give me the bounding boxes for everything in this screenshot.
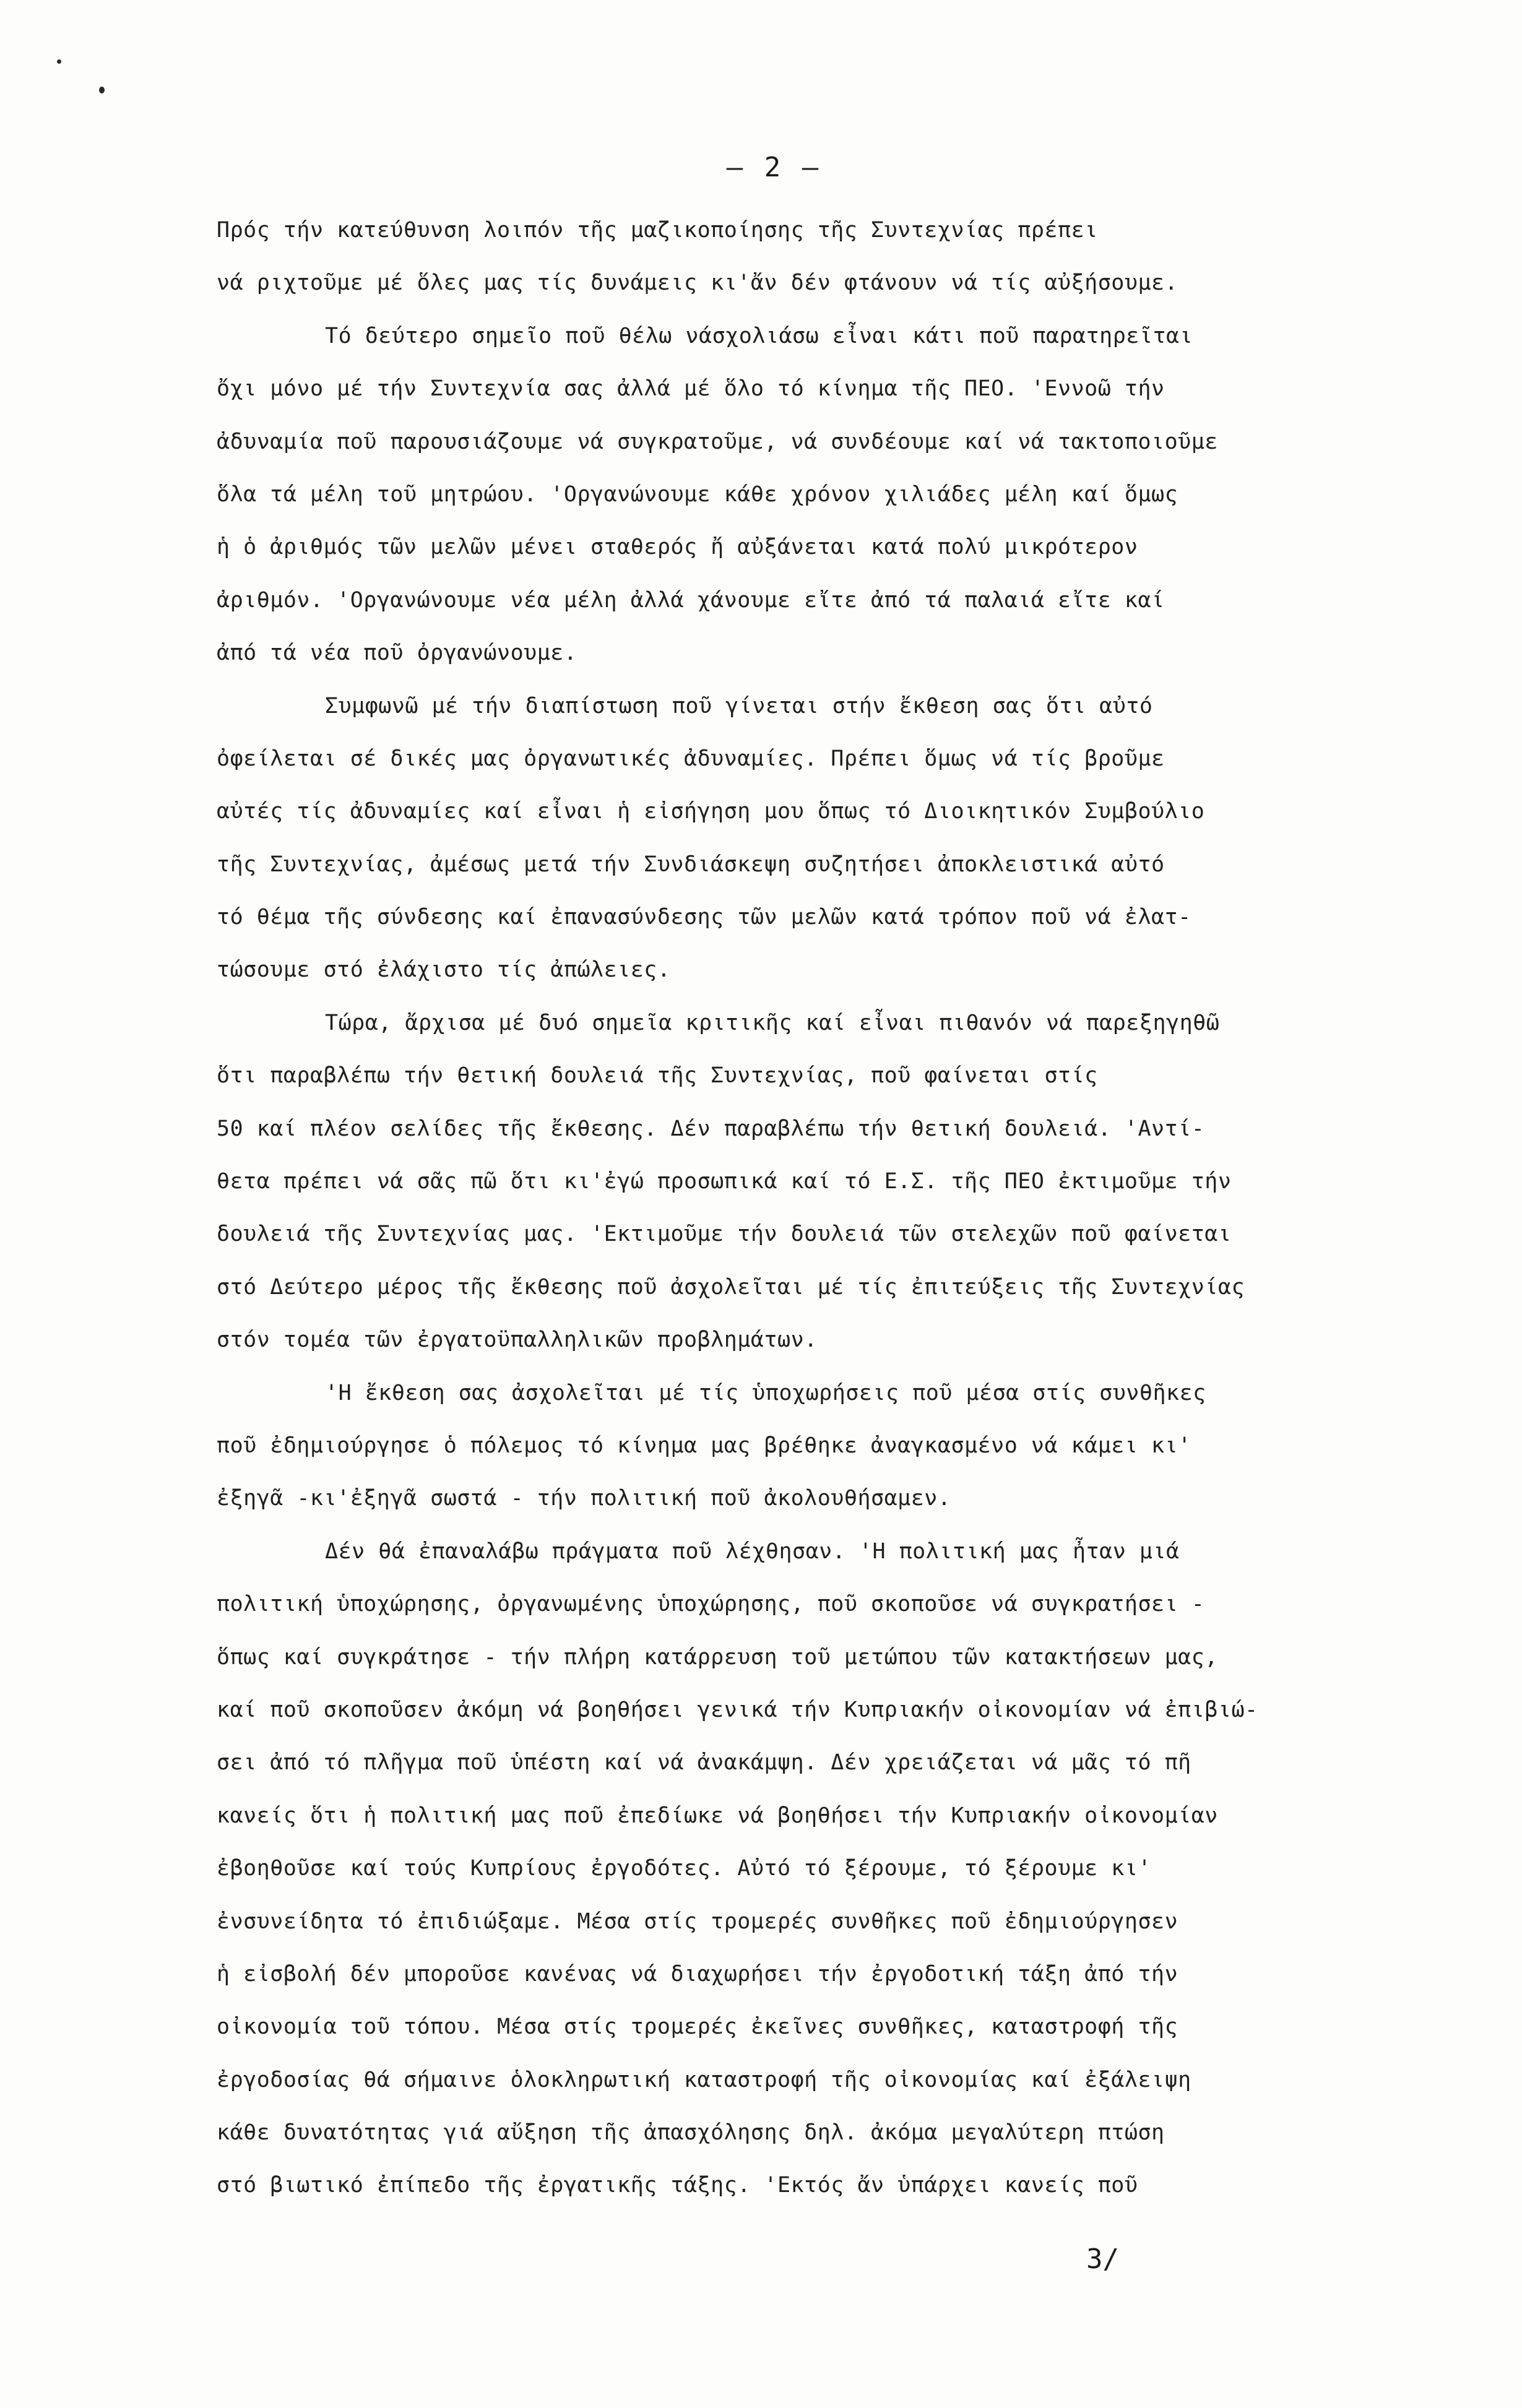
text-line: ἐβοηθοῦσε καί τούς Κυπρίους ἐργοδότες. Αὐτό τό ξέρουμε, τό ξέρουμε κι'	[217, 1856, 1152, 1881]
text-line: ὅτι παραβλέπω τήν θετική δουλειά τῆς Συντεχνίας, ποῦ φαίνεται στίς	[217, 1063, 1098, 1089]
text-line: Δέν θά ἐπαναλάβω πράγματα ποῦ λέχθησαν. 'Η πολιτική μας ἦταν μιά	[325, 1538, 1180, 1564]
text-line: πολιτική ὑποχώρησης, ὀργανωμένης ὑποχώρησης, ποῦ σκοποῦσε νά συγκρατήσει -	[217, 1592, 1205, 1617]
text-line: ἡ εἰσβολή δέν μποροῦσε κανένας νά διαχωρήσει τήν ἐργοδοτική τάξη ἀπό τήν	[217, 1961, 1178, 1987]
text-line: Συμφωνῶ μέ τήν διαπίστωση ποῦ γίνεται στήν ἔκθεση σας ὅτι αὐτό	[325, 693, 1153, 719]
page-number: — 2 —	[726, 152, 821, 183]
text-line: ὅπως καί συγκράτησε - τήν πλήρη κατάρρευση τοῦ μετώπου τῶν κατακτήσεων μας,	[217, 1644, 1218, 1670]
text-line: ἐργοδοσίας θά σήμαινε ὁλοκληρωτική καταστροφή τῆς οἰκονομίας καί ἐξάλειψη	[217, 2067, 1191, 2092]
scan-speck	[57, 59, 61, 64]
text-line: ἐξηγᾶ -κι'ἐξηγᾶ σωστά - τήν πολιτική ποῦ ἀκολουθήσαμεν.	[217, 1486, 951, 1511]
text-line: ἀπό τά νέα ποῦ ὀργανώνουμε.	[217, 641, 577, 666]
text-line: ὀφείλεται σέ δικές μας ὀργανωτικές ἀδυναμίες. Πρέπει ὅμως νά τίς βροῦμε	[217, 746, 1165, 771]
text-line: δουλειά τῆς Συντεχνίας μας. 'Εκτιμοῦμε τήν δουλειά τῶν στελεχῶν ποῦ φαίνεται	[217, 1222, 1232, 1247]
text-line: θετα πρέπει νά σᾶς πῶ ὅτι κι'ἐγώ προσωπικά καί τό Ε.Σ. τῆς ΠΕΟ ἐκτιμοῦμε τήν	[217, 1169, 1232, 1194]
text-line: ἡ ὁ ἀριθμός τῶν μελῶν μένει σταθερός ἤ αὐξάνεται κατά πολύ μικρότερον	[217, 535, 1138, 560]
text-line: κάθε δυνατότητας γιά αὔξηση τῆς ἀπασχόλησης δηλ. ἀκόμα μεγαλύτερη πτώση	[217, 2120, 1165, 2146]
text-line: ὅλα τά μέλη τοῦ μητρώου. 'Οργανώνουμε κάθε χρόνον χιλιάδες μέλη καί ὅμως	[217, 481, 1178, 507]
text-line: 50 καί πλέον σελίδες τῆς ἔκθεσης. Δέν παραβλέπω τήν θετική δουλειά. 'Αντί-	[217, 1116, 1205, 1141]
text-line: 'Η ἔκθεση σας ἀσχολεῖται μέ τίς ὑποχωρήσεις ποῦ μέσα στίς συνθῆκες	[325, 1380, 1206, 1405]
text-line: Τώρα, ἄρχισα μέ δυό σημεῖα κριτικῆς καί εἶναι πιθανόν νά παρεξηγηθῶ	[325, 1010, 1220, 1035]
text-line: ἀδυναμία ποῦ παρουσιάζουμε νά συγκρατοῦμε, νά συνδέουμε καί νά τακτοποιοῦμε	[217, 429, 1218, 454]
text-line: σει ἀπό τό πλῆγμα ποῦ ὑπέστη καί νά ἀνακάμψη. Δέν χρειάζεται νά μᾶς τό πῆ	[217, 1750, 1191, 1776]
text-line: ἀριθμόν. 'Οργανώνουμε νέα μέλη ἀλλά χάνουμε εἴτε ἀπό τά παλαιά εἴτε καί	[217, 587, 1165, 613]
text-line: κανείς ὅτι ἡ πολιτική μας ποῦ ἐπεδίωκε νά βοηθήσει τήν Κυπριακήν οἰκονομίαν	[217, 1803, 1218, 1828]
text-line: στόν τομέα τῶν ἐργατοϋπαλληλικῶν προβλημάτων.	[217, 1327, 818, 1353]
scan-speck	[99, 87, 105, 93]
text-line: ὄχι μόνο μέ τήν Συντεχνία σας ἀλλά μέ ὅλο τό κίνημα τῆς ΠΕΟ. 'Εννοῶ τήν	[217, 376, 1165, 402]
text-line: στό βιωτικό ἐπίπεδο τῆς ἐργατικῆς τάξης. 'Εκτός ἄν ὑπάρχει κανείς ποῦ	[217, 2173, 1138, 2198]
text-line: Τό δεύτερο σημεῖο ποῦ θέλω νάσχολιάσω εἶναι κάτι ποῦ παρατηρεῖται	[325, 323, 1193, 348]
text-line: στό Δεύτερο μέρος τῆς ἔκθεσης ποῦ ἀσχολεῖται μέ τίς ἐπιτεύξεις τῆς Συντεχνίας	[217, 1274, 1245, 1300]
text-line: ἐνσυνείδητα τό ἐπιδιώξαμε. Μέσα στίς τρομερές συνθῆκες ποῦ ἐδημιούργησεν	[217, 1909, 1178, 1934]
document-body	[217, 204, 1368, 2212]
text-line: ποῦ ἐδημιούργησε ὁ πόλεμος τό κίνημα μας βρέθηκε ἀναγκασμένο νά κάμει κι'	[217, 1433, 1191, 1458]
text-line: αὐτές τίς ἀδυναμίες καί εἶναι ἡ εἰσήγηση μου ὅπως τό Διοικητικόν Συμβούλιο	[217, 799, 1205, 824]
text-line: καί ποῦ σκοποῦσεν ἀκόμη νά βοηθήσει γενικά τήν Κυπριακήν οἰκονομίαν νά ἐπιβιώ-	[217, 1697, 1258, 1722]
text-line: νά ριχτοῦμε μέ ὅλες μας τίς δυνάμεις κι'ἄν δέν φτάνουν νά τίς αὐξήσουμε.	[217, 270, 1178, 296]
text-line: τῆς Συντεχνίας, ἀμέσως μετά τήν Συνδιάσκεψη συζητήσει ἀποκλειστικά αὐτό	[217, 852, 1165, 877]
text-line: τό θέμα τῆς σύνδεσης καί ἐπανασύνδεσης τῶν μελῶν κατά τρόπον ποῦ νά ἐλατ-	[217, 905, 1191, 930]
continuation-marker: 3/	[1086, 2243, 1119, 2275]
text-line: οἰκονομία τοῦ τόπου. Μέσα στίς τρομερές ἐκεῖνες συνθῆκες, καταστροφή τῆς	[217, 2014, 1178, 2040]
text-line: τώσουμε στό ἐλάχιστο τίς ἀπώλειες.	[217, 957, 671, 983]
text-line: Πρός τήν κατεύθυνση λοιπόν τῆς μαζικοποίησης τῆς Συντεχνίας πρέπει	[217, 218, 1098, 243]
